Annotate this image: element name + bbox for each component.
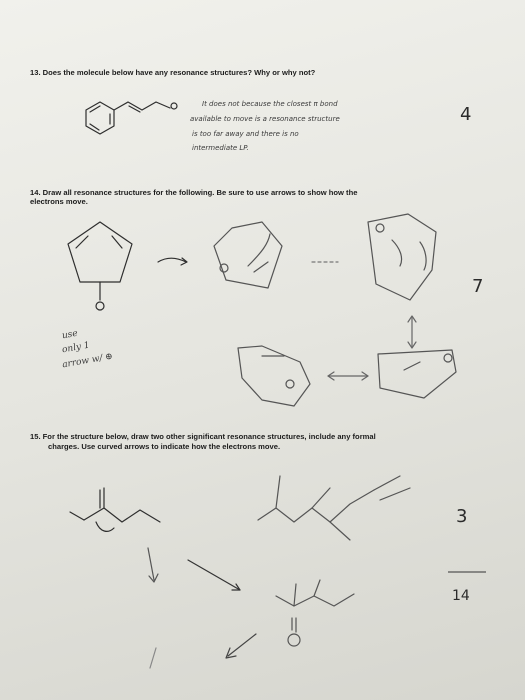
score-q15-a: 3 [456,506,468,527]
score-q15-b: 14 [452,588,470,604]
question-14-line-1: 14. Draw all resonance structures for the following. Be sure to use arrows to show how the [30,188,358,197]
q13-answer-line-1: It does not because the closest π bond [202,100,338,108]
question-13: 13. Does the molecule below have any resonance structures? Why or why not? [30,68,316,77]
q13-answer-line-4: intermediate LP. [192,144,249,152]
q14-note-line-3: arrow w/ ⊕ [61,351,114,371]
question-15-line-2: charges. Use curved arrows to indicate how the electrons move. [48,442,281,451]
q14-resonance-ring-4 [378,350,456,398]
q14-resonance-ring-5 [238,346,310,406]
score-q14: 7 [472,276,484,297]
q13-answer-line-2: available to move is a resonance structure [190,115,340,123]
q15-structure-2 [258,476,410,540]
q15-carbonyl-fragment [288,618,300,646]
score-q13: 4 [460,104,472,125]
q14-note-line-1: use [61,328,79,342]
q13-molecule-drawing [86,102,177,134]
question-14-line-2: electrons move. [30,197,88,206]
q15-structure-1 [70,488,160,531]
question-15-line-1: 15. For the structure below, draw two other significant resonance structures, include any formal [30,432,376,441]
q14-cation-ring [68,222,132,310]
q14-resonance-ring-2 [214,222,282,288]
q13-answer-line-3: is too far away and there is no [192,130,299,138]
q14-note-line-2: only 1 [61,340,91,356]
q15-structure-3 [276,580,354,606]
q14-resonance-ring-3 [368,214,436,300]
